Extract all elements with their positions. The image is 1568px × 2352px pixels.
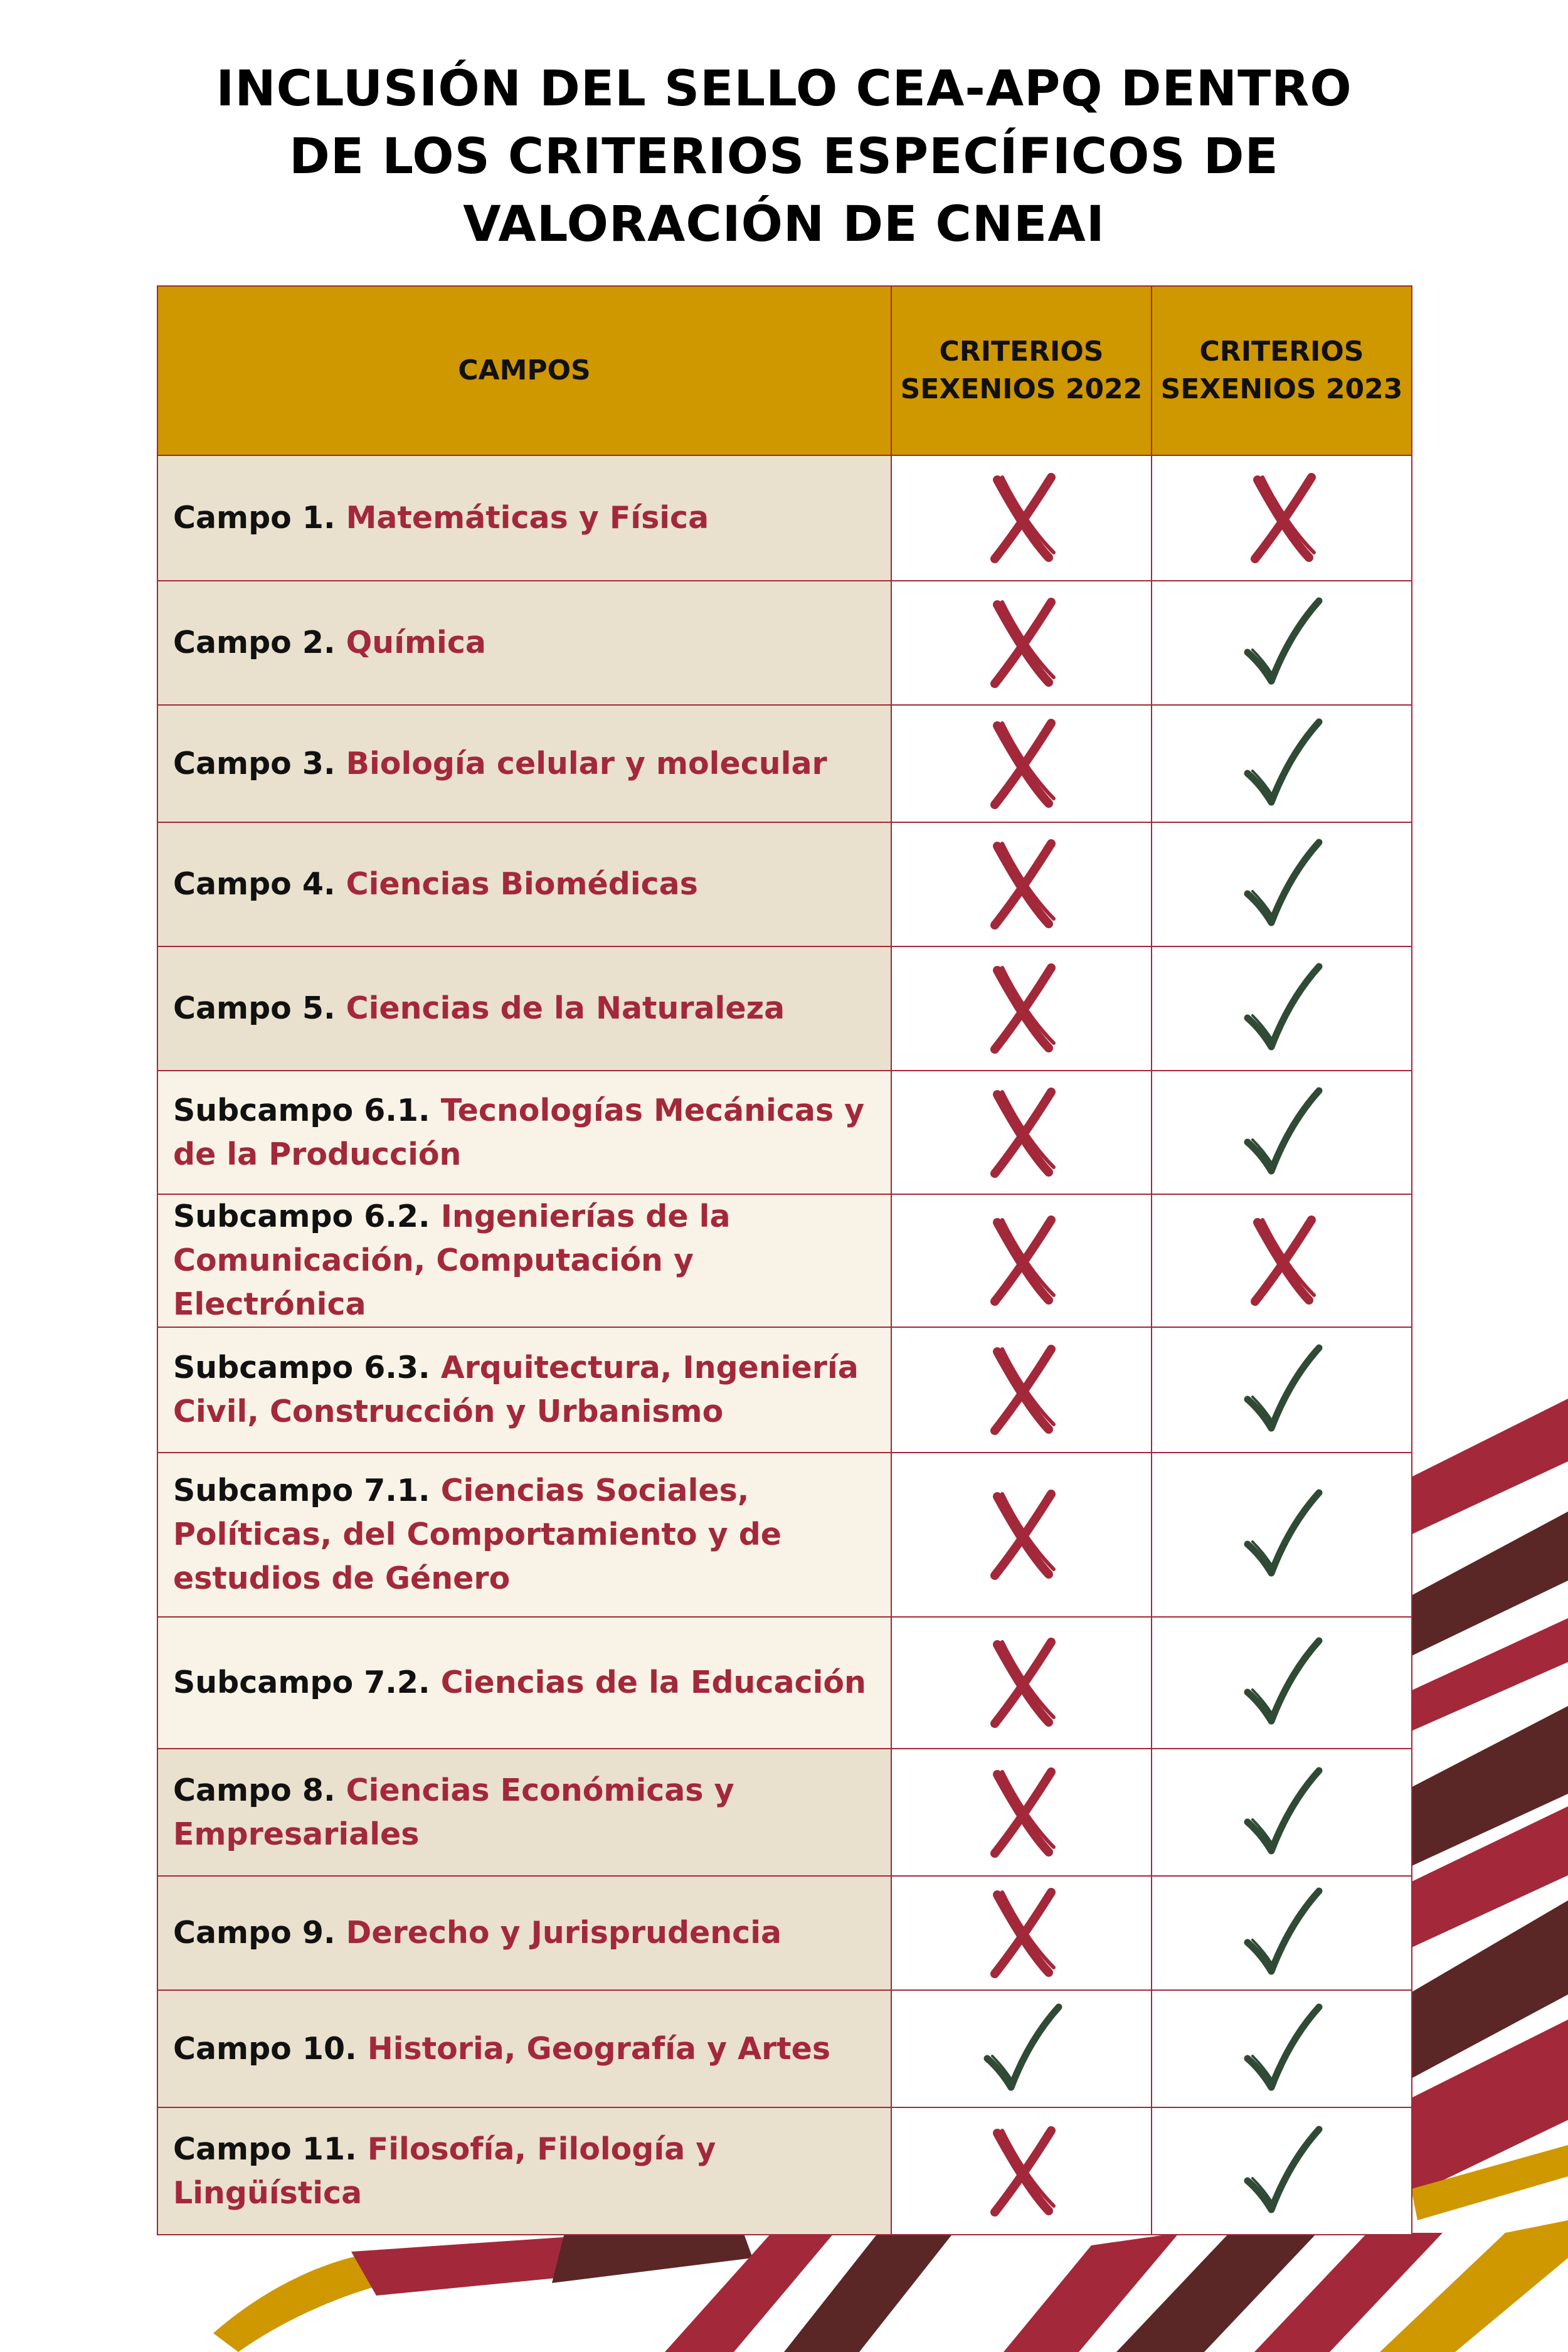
header-fields: CAMPOS bbox=[157, 286, 891, 455]
table-row bbox=[157, 1071, 1412, 1194]
field-prefix: Campo 4. bbox=[173, 866, 336, 902]
field-prefix: Subcampo 6.1. bbox=[173, 1092, 430, 1128]
table-row bbox=[157, 1327, 1412, 1453]
field-name: Ingenierías de la Comunicación, Computación y Electrónica bbox=[173, 1199, 731, 1322]
red-cross-icon bbox=[981, 1486, 1062, 1581]
criteria-table bbox=[157, 285, 1412, 2235]
field-name: Tecnologías Mecánicas y de la Producción bbox=[173, 1092, 865, 1172]
field-cell bbox=[157, 1990, 891, 2107]
field-name: Ciencias de la Naturaleza bbox=[346, 990, 785, 1026]
field-cell bbox=[157, 581, 891, 705]
green-check-icon bbox=[1241, 1764, 1323, 1858]
red-cross-icon bbox=[981, 1342, 1062, 1436]
criteria-2023-cell bbox=[1152, 1453, 1412, 1617]
criteria-2022-cell bbox=[891, 822, 1152, 946]
field-prefix: Campo 9. bbox=[173, 1915, 336, 1951]
criteria-2023-cell bbox=[1152, 822, 1412, 946]
field-cell bbox=[157, 1876, 891, 1990]
criteria-2022-cell bbox=[891, 581, 1152, 705]
table-row bbox=[157, 1876, 1412, 1990]
field-name: Ciencias Biomédicas bbox=[346, 866, 698, 902]
red-cross-icon bbox=[981, 836, 1062, 930]
field-cell bbox=[157, 1327, 891, 1453]
criteria-2022-cell bbox=[891, 455, 1152, 581]
table-header-row bbox=[157, 286, 1412, 455]
green-check-icon bbox=[1241, 1342, 1323, 1436]
field-cell bbox=[157, 1453, 891, 1617]
field-name: Matemáticas y Física bbox=[346, 500, 709, 536]
red-cross-icon bbox=[981, 1634, 1062, 1729]
table-row bbox=[157, 946, 1412, 1071]
table-row bbox=[157, 581, 1412, 705]
field-prefix: Subcampo 7.2. bbox=[173, 1665, 430, 1700]
red-cross-icon bbox=[981, 595, 1062, 689]
field-prefix: Subcampo 7.1. bbox=[173, 1473, 430, 1508]
page-title bbox=[0, 55, 1568, 258]
criteria-2023-cell bbox=[1152, 1876, 1412, 1990]
criteria-2022-cell bbox=[891, 1071, 1152, 1194]
criteria-2023-cell bbox=[1152, 455, 1412, 581]
red-cross-icon bbox=[981, 1084, 1062, 1179]
criteria-2023-cell bbox=[1152, 1617, 1412, 1749]
green-check-icon bbox=[1241, 960, 1323, 1054]
green-check-icon bbox=[1241, 716, 1323, 810]
green-check-icon bbox=[1241, 595, 1323, 689]
table-row bbox=[157, 822, 1412, 946]
red-cross-icon bbox=[981, 716, 1062, 810]
field-name: Arquitectura, Ingeniería Civil, Construcción y Urbanismo bbox=[173, 1350, 859, 1429]
criteria-2022-cell bbox=[891, 1990, 1152, 2107]
criteria-2023-cell bbox=[1152, 1327, 1412, 1453]
green-check-icon bbox=[981, 2001, 1062, 2095]
field-prefix: Campo 3. bbox=[173, 745, 336, 781]
field-prefix: Campo 1. bbox=[173, 500, 336, 536]
field-cell bbox=[157, 1194, 891, 1327]
field-name: Filosofía, Filología y Lingüística bbox=[173, 2131, 716, 2211]
field-name: Química bbox=[346, 625, 486, 660]
title-line: VALORACIÓN DE CNEAI bbox=[463, 196, 1105, 253]
criteria-2023-cell bbox=[1152, 1990, 1412, 2107]
criteria-2022-cell bbox=[891, 1453, 1152, 1617]
field-cell bbox=[157, 1071, 891, 1194]
field-name: Derecho y Jurisprudencia bbox=[346, 1915, 782, 1951]
red-cross-icon bbox=[981, 960, 1062, 1054]
criteria-2022-cell bbox=[891, 705, 1152, 822]
table-row bbox=[157, 1749, 1412, 1876]
title-line: INCLUSIÓN DEL SELLO CEA-APQ DENTRO bbox=[216, 61, 1352, 117]
green-check-icon bbox=[1241, 1486, 1323, 1581]
field-name: Ciencias Sociales, Políticas, del Comportamiento y de estudios de Género bbox=[173, 1473, 781, 1596]
field-prefix: Campo 2. bbox=[173, 625, 336, 660]
red-cross-icon bbox=[981, 2123, 1062, 2217]
criteria-2023-cell bbox=[1152, 1071, 1412, 1194]
field-name: Biología celular y molecular bbox=[346, 745, 827, 781]
criteria-2022-cell bbox=[891, 1194, 1152, 1327]
criteria-2022-cell bbox=[891, 1749, 1152, 1876]
field-cell bbox=[157, 1749, 891, 1876]
criteria-2023-cell bbox=[1152, 2107, 1412, 2235]
green-check-icon bbox=[1241, 836, 1323, 930]
field-prefix: Campo 8. bbox=[173, 1772, 336, 1808]
title-line: DE LOS CRITERIOS ESPECÍFICOS DE bbox=[289, 129, 1279, 185]
criteria-2022-cell bbox=[891, 1327, 1152, 1453]
field-prefix: Campo 10. bbox=[173, 2030, 357, 2067]
field-cell bbox=[157, 455, 891, 581]
green-check-icon bbox=[1241, 2001, 1323, 2095]
field-prefix: Subcampo 6.3. bbox=[173, 1350, 430, 1385]
field-cell bbox=[157, 1617, 891, 1749]
criteria-2022-cell bbox=[891, 946, 1152, 1071]
table-row bbox=[157, 2107, 1412, 2235]
green-check-icon bbox=[1241, 1084, 1323, 1179]
criteria-2022-cell bbox=[891, 2107, 1152, 2235]
red-cross-icon bbox=[981, 1764, 1062, 1858]
field-prefix: Campo 5. bbox=[173, 990, 336, 1026]
field-name: Ciencias Económicas y Empresariales bbox=[173, 1772, 734, 1852]
criteria-2023-cell bbox=[1152, 705, 1412, 822]
criteria-2022-cell bbox=[891, 1876, 1152, 1990]
field-cell bbox=[157, 946, 891, 1071]
field-name: Historia, Geografía y Artes bbox=[367, 2030, 831, 2067]
field-cell bbox=[157, 705, 891, 822]
criteria-2023-cell bbox=[1152, 581, 1412, 705]
table-row bbox=[157, 705, 1412, 822]
red-cross-icon bbox=[1241, 470, 1323, 564]
green-check-icon bbox=[1241, 2123, 1323, 2217]
field-cell bbox=[157, 2107, 891, 2235]
criteria-2022-cell bbox=[891, 1617, 1152, 1749]
red-cross-icon bbox=[981, 1885, 1062, 1979]
green-check-icon bbox=[1241, 1885, 1323, 1979]
field-prefix: Campo 11. bbox=[173, 2131, 357, 2167]
table-row bbox=[157, 1453, 1412, 1617]
criteria-2023-cell bbox=[1152, 1194, 1412, 1327]
header-criteria-2023: CRITERIOS SEXENIOS 2023 bbox=[1152, 286, 1412, 455]
table-row bbox=[157, 1617, 1412, 1749]
table-row bbox=[157, 1194, 1412, 1327]
header-criteria-2022: CRITERIOS SEXENIOS 2022 bbox=[891, 286, 1152, 455]
criteria-2023-cell bbox=[1152, 946, 1412, 1071]
red-cross-icon bbox=[981, 1212, 1062, 1306]
field-name: Ciencias de la Educación bbox=[440, 1665, 866, 1700]
table-row bbox=[157, 1990, 1412, 2107]
red-cross-icon bbox=[981, 470, 1062, 564]
table-row bbox=[157, 455, 1412, 581]
green-check-icon bbox=[1241, 1634, 1323, 1729]
field-cell bbox=[157, 822, 891, 946]
field-prefix: Subcampo 6.2. bbox=[173, 1199, 430, 1234]
red-cross-icon bbox=[1241, 1212, 1323, 1306]
criteria-2023-cell bbox=[1152, 1749, 1412, 1876]
